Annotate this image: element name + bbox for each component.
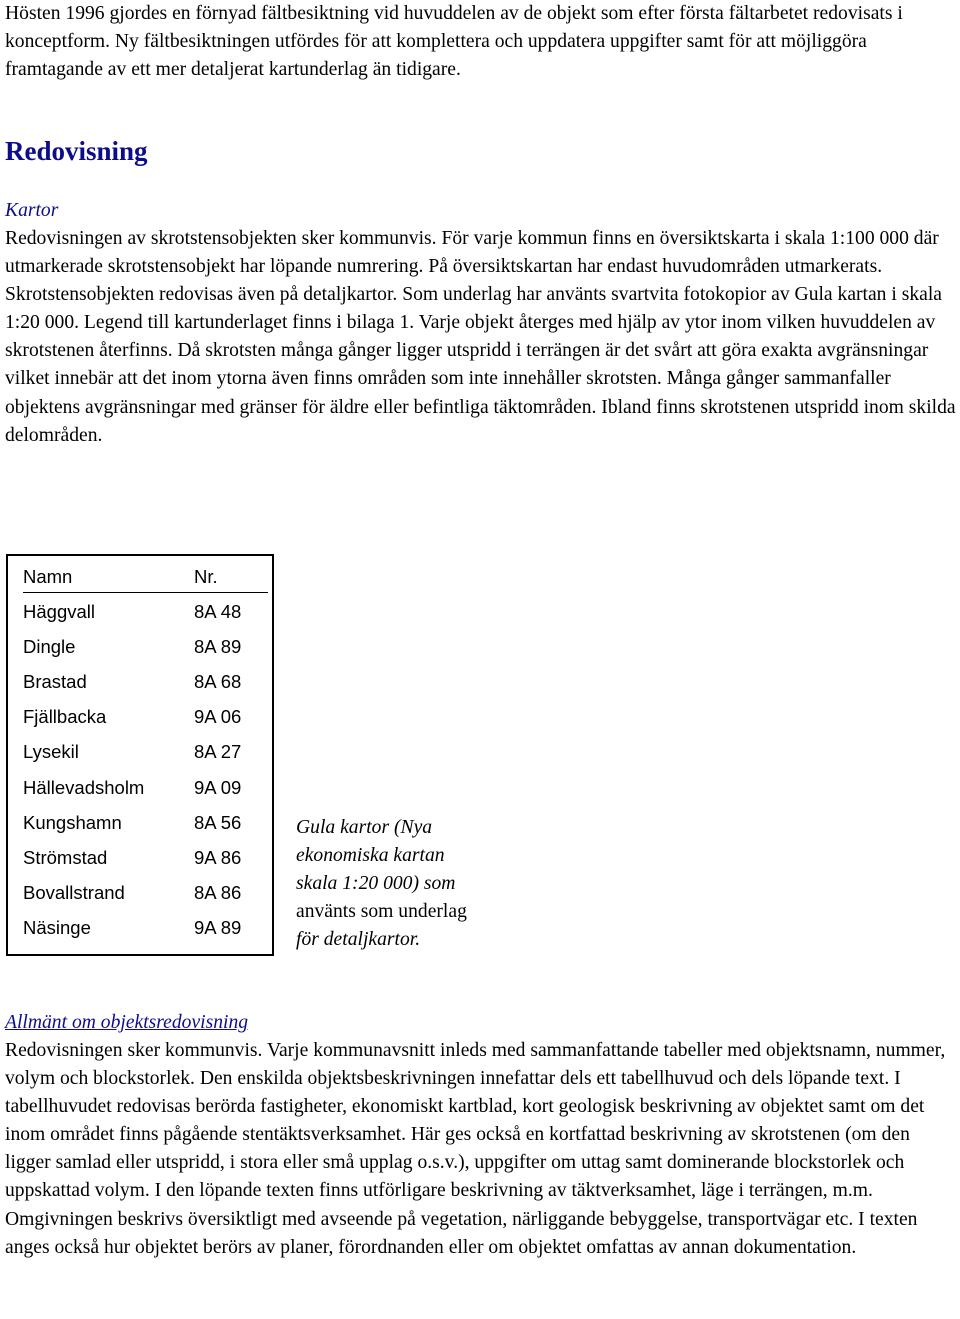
table-cell-name: Fjällbacka xyxy=(23,706,107,728)
table-cell-name: Brastad xyxy=(23,671,87,693)
table-row xyxy=(23,671,268,697)
table-cell-name: Dingle xyxy=(23,636,76,658)
table-cell-nr: 8A 68 xyxy=(194,671,242,693)
table-row xyxy=(23,882,268,908)
table-cell-nr: 8A 86 xyxy=(194,881,242,903)
table-cell-nr: 9A 86 xyxy=(194,846,242,868)
section-heading-redovisning: Redovisning xyxy=(5,136,148,166)
kartor-paragraph: Redovisningen av skrotstensobjekten sker kommunvis. För varje kommun finns en översiktskarta i skala 1:100 000 där utmarkerade skrotstensobjekt har löpande numrering. På översiktskartan har endast huvudområden utmarkerats. Skrotstensobjekten redovisas även på detaljkartor. Som underlag har använts svartvita fotokopior av Gula kartan i skala 1:20 000. Legend till kartunderlaget finns i bilaga 1. Varje objekt återges med hjälp av ytor inom vilken huvuddelen av skrotstenen återfinns. Då skrotsten många gånger ligger utspridd i terrängen är det svårt att göra exakta avgränsningar vilket innebär att det inom ytorna även finns områden som inte innehåller skrotsten. Många gånger sammanfaller objektens avgränsningar med gränser för äldre eller befintliga täktområden. Ibland finns skrotstenen utspridd inom skilda delområden. xyxy=(5,228,956,446)
table-cell-nr: 8A 48 xyxy=(194,601,242,622)
table-row xyxy=(23,917,268,943)
table-cell-nr: 8A 27 xyxy=(194,741,242,763)
legend-note-line: skala 1:20 000) som xyxy=(296,873,456,894)
intro-paragraph: Hösten 1996 gjordes en förnyad fältbesiktning vid huvuddelen av de objekt som efter första fältarbetet redovisats i konceptform. Ny fältbesiktningen utfördes för att komplettera och uppdatera uppgifter samt för att möjliggöra framtagande av ett mer detaljerat kartunderlag än tidigare. xyxy=(5,3,903,81)
map-legend-note xyxy=(296,814,536,954)
table-cell-name: Strömstad xyxy=(23,846,108,868)
table-row xyxy=(23,636,268,662)
table-cell-nr: 9A 89 xyxy=(194,916,242,938)
table-cell-name: Lysekil xyxy=(23,741,79,763)
column-header-name: Namn xyxy=(23,566,73,587)
table-header xyxy=(23,566,268,593)
legend-note-line: ekonomiska kartan xyxy=(296,845,445,866)
subheading-kartor: Kartor xyxy=(5,200,59,221)
table-row xyxy=(23,847,268,873)
table-cell-name: Bovallstrand xyxy=(23,881,125,903)
table-cell-nr: 8A 56 xyxy=(194,811,242,833)
table-row xyxy=(23,706,268,732)
table-row xyxy=(23,812,268,838)
table-cell-nr: 8A 89 xyxy=(194,636,242,658)
table-cell-name: Häggvall xyxy=(23,601,95,622)
table-cell-name: Hällevadsholm xyxy=(23,776,145,798)
table-row xyxy=(23,601,268,627)
legend-note-line: Gula kartor (Nya xyxy=(296,817,433,838)
allmant-paragraph: Redovisningen sker kommunvis. Varje kommunavsnitt inleds med sammanfattande tabeller med objektsnamn, nummer, volym och blockstorlek. Den enskilda objektsbeskrivningen innefattar dels ett tabellhuvud och dels löpande text. I tabellhuvudet redovisas berörda fastigheter, ekonomiskt kartblad, kort geologisk beskrivning av objektet samt om det inom området finns pågående stentäktsverksamhet. Här ges också en kortfattad beskrivning av skrotstenen (om den ligger samlad eller utspridd, i stora eller små upplag o.s.v.), uppgifter om uttag samt dominerande blockstorlek och uppskattad volym. I den löpande texten finns utförligare beskrivning av täktverksamhet, läge i terrängen, m.m. Omgivningen beskrivs översiktligt med avseende på vegetation, närliggande bebyggelse, transportvägar etc. I texten anges också hur objektet berörs av planer, förordnanden eller om objektet omfattas av annan dokumentation. xyxy=(5,1040,946,1258)
table-cell-nr: 9A 09 xyxy=(194,776,242,798)
column-header-nr: Nr. xyxy=(194,566,218,587)
map-sheet-table xyxy=(6,554,274,956)
legend-note-line: använts som underlag xyxy=(296,901,467,922)
table-cell-nr: 9A 06 xyxy=(194,706,242,728)
table-cell-name: Näsinge xyxy=(23,916,91,938)
table-row xyxy=(23,741,268,767)
legend-note-line: för detaljkartor. xyxy=(296,929,421,950)
subheading-allmant: Allmänt om objektsredovisning xyxy=(5,1012,249,1033)
table-cell-name: Kungshamn xyxy=(23,811,122,833)
table-row xyxy=(23,777,268,803)
